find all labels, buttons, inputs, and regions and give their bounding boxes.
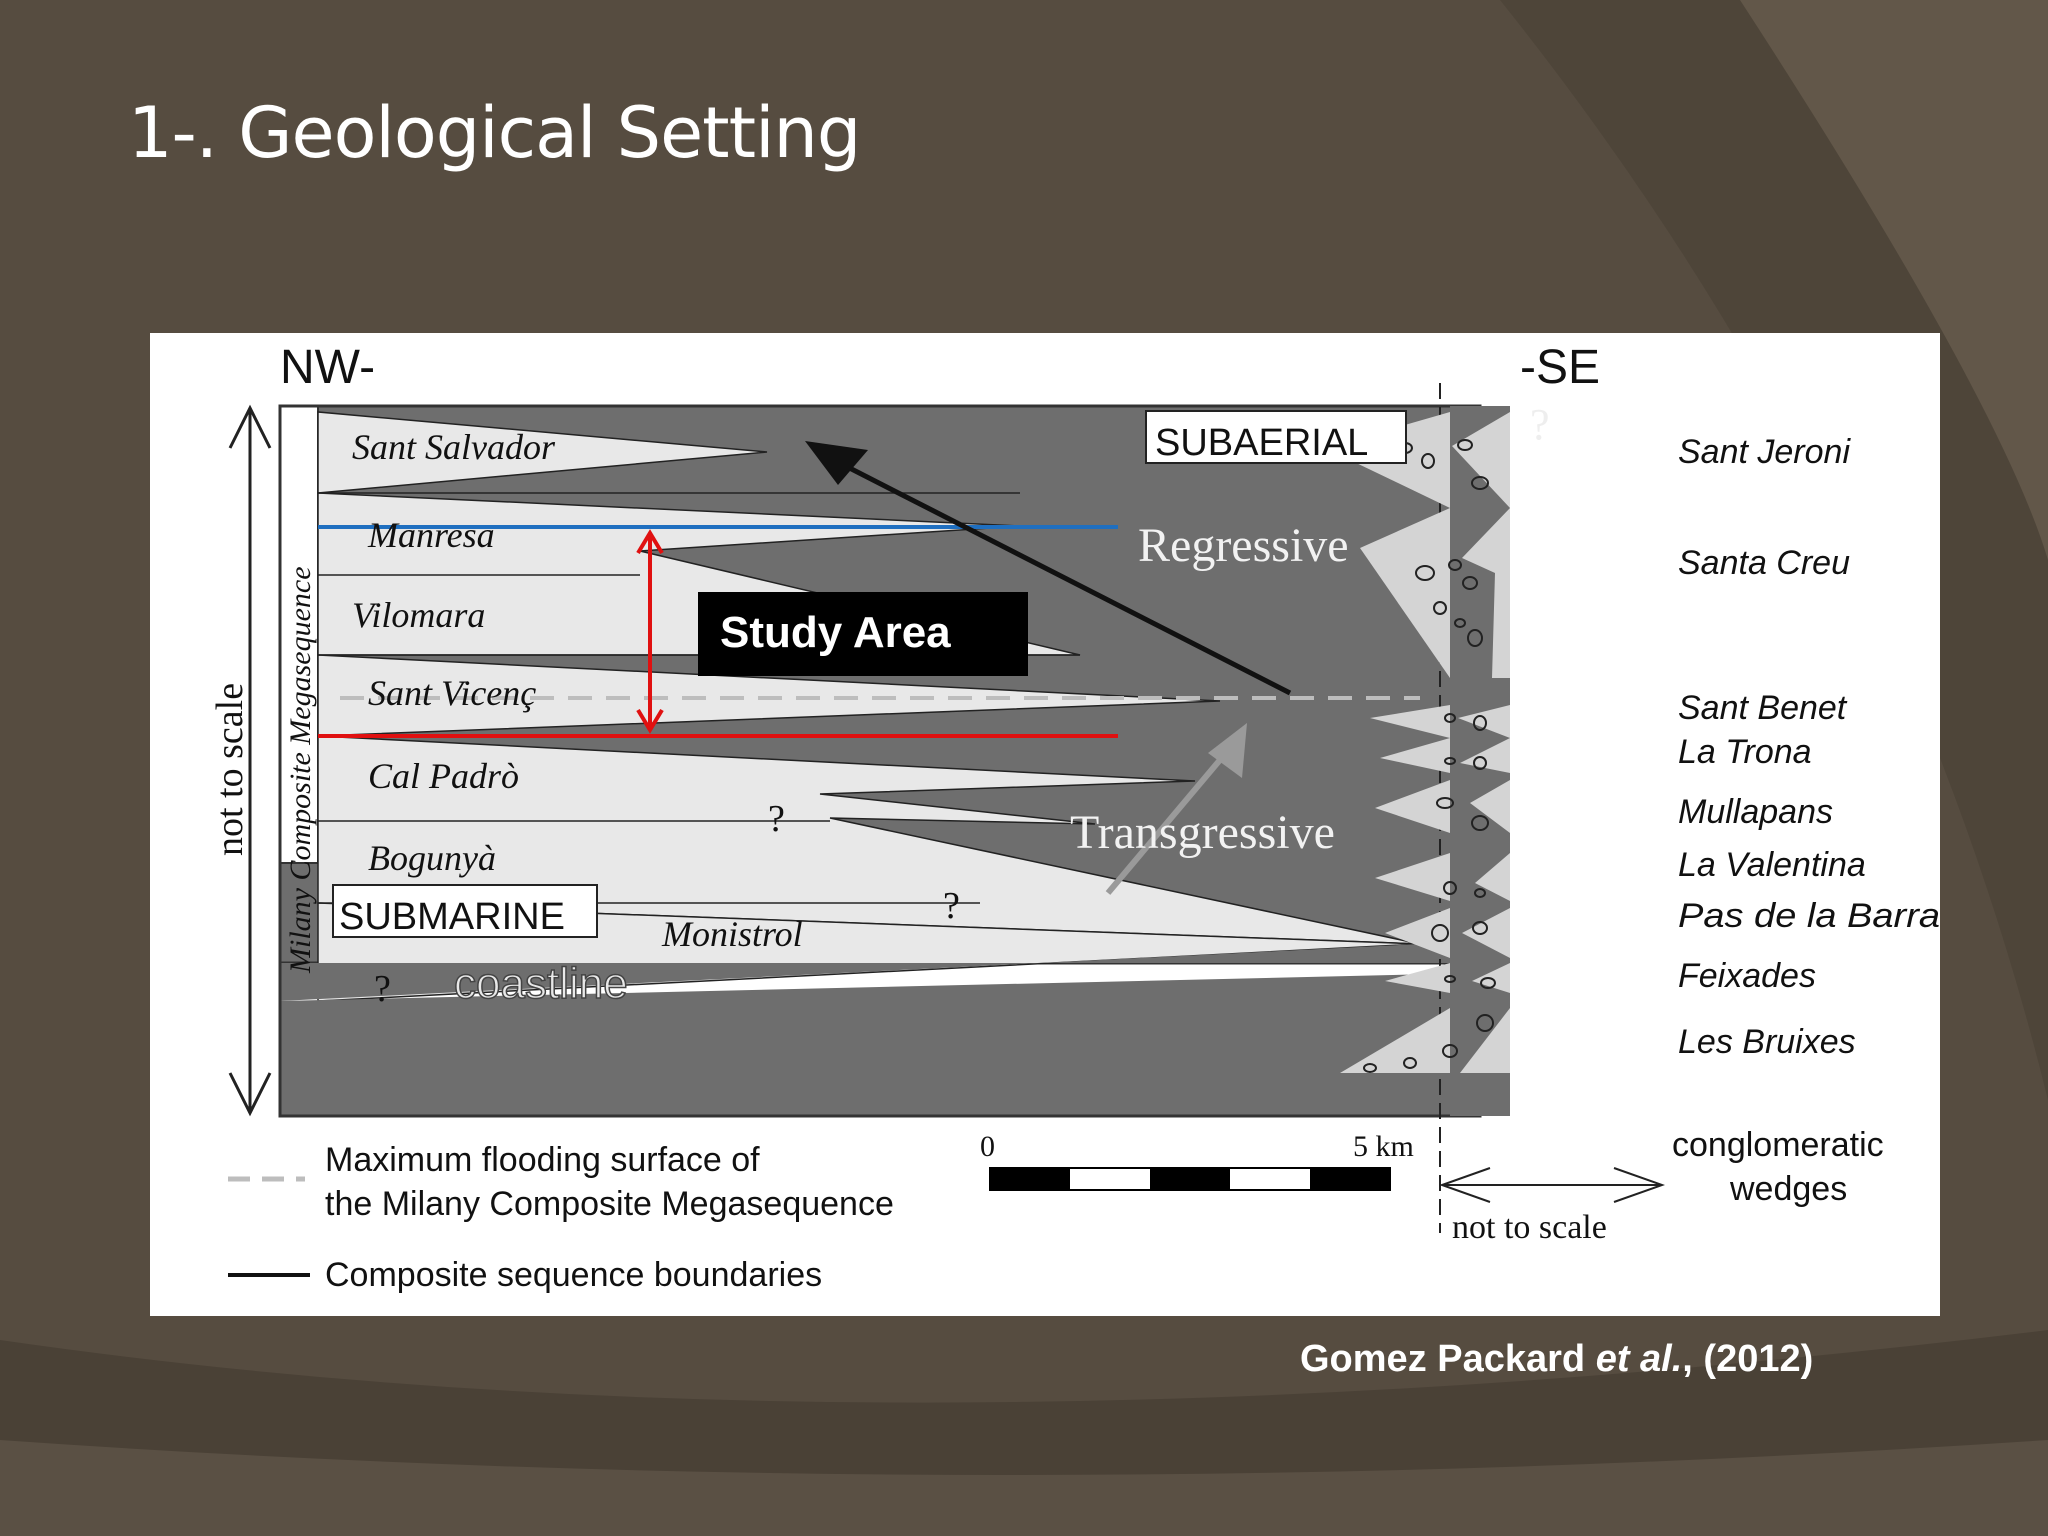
direction-nw: NW- — [280, 341, 376, 394]
regressive-label: Regressive — [1138, 519, 1349, 572]
direction-se: -SE — [1520, 341, 1601, 394]
question-mark-1: ? — [1530, 400, 1550, 449]
figure-panel — [150, 333, 1940, 1316]
unit-bogunya: Bogunyà — [368, 838, 496, 878]
megasequence-label: Milany Composite Megasequence — [284, 566, 317, 973]
wedge-les-bruixes: Les Bruixes — [1678, 1023, 1856, 1061]
citation-etal: et al. — [1595, 1338, 1683, 1380]
wedge-feixades: Feixades — [1678, 957, 1816, 995]
unit-manresa: Manresa — [368, 515, 495, 555]
wedge-mullapans: Mullapans — [1678, 793, 1833, 831]
citation-year: , (2012) — [1682, 1338, 1814, 1380]
scale-end: 5 km — [1353, 1130, 1414, 1163]
scale-start: 0 — [980, 1130, 995, 1163]
question-mark-2: ? — [768, 798, 785, 840]
unit-monistrol: Monistrol — [662, 914, 803, 954]
wedge-sant-benet: Sant Benet — [1678, 689, 1847, 727]
submarine-label: SUBMARINE — [339, 896, 565, 938]
citation — [1300, 1338, 1813, 1381]
legend-boundaries: Composite sequence boundaries — [325, 1256, 823, 1294]
question-mark-4: ? — [374, 968, 391, 1010]
unit-sant-vicenc: Sant Vicenç — [368, 673, 537, 713]
slide-title: 1-. Geological Setting — [128, 92, 861, 174]
horizontal-scale-arrow — [1442, 1168, 1662, 1202]
unit-vilomara: Vilomara — [352, 595, 486, 635]
study-area-label: Study Area — [720, 608, 951, 657]
subaerial-label: SUBAERIAL — [1155, 422, 1369, 464]
coastline-label: coastline — [454, 959, 628, 1008]
legend-mfs-line1: Maximum flooding surface of — [325, 1141, 760, 1179]
unit-cal-padro: Cal Padrò — [368, 756, 520, 796]
wedge-sant-jeroni: Sant Jeroni — [1678, 433, 1850, 471]
legend-mfs-line2: the Milany Composite Megasequence — [325, 1185, 894, 1223]
wedge-santa-creu: Santa Creu — [1678, 544, 1850, 582]
horizontal-not-to-scale-label: not to scale — [1452, 1209, 1607, 1246]
transgressive-label: Transgressive — [1070, 806, 1335, 859]
legend-conglomerate-line2: wedges — [1730, 1170, 1848, 1208]
wedge-pas-de-la-barra: Pas de la Barra — [1678, 897, 1940, 935]
stratigraphic-diagram — [150, 333, 1940, 1316]
citation-authors: Gomez Packard — [1300, 1338, 1596, 1380]
wedge-la-valentina: La Valentina — [1678, 846, 1866, 884]
question-mark-3: ? — [943, 885, 960, 927]
scale-bar — [990, 1168, 1390, 1190]
wedge-la-trona: La Trona — [1678, 733, 1812, 771]
unit-sant-salvador: Sant Salvador — [352, 427, 555, 467]
legend-conglomerate-line1: conglomeratic — [1672, 1126, 1884, 1164]
vertical-not-to-scale-label: not to scale — [209, 682, 251, 856]
